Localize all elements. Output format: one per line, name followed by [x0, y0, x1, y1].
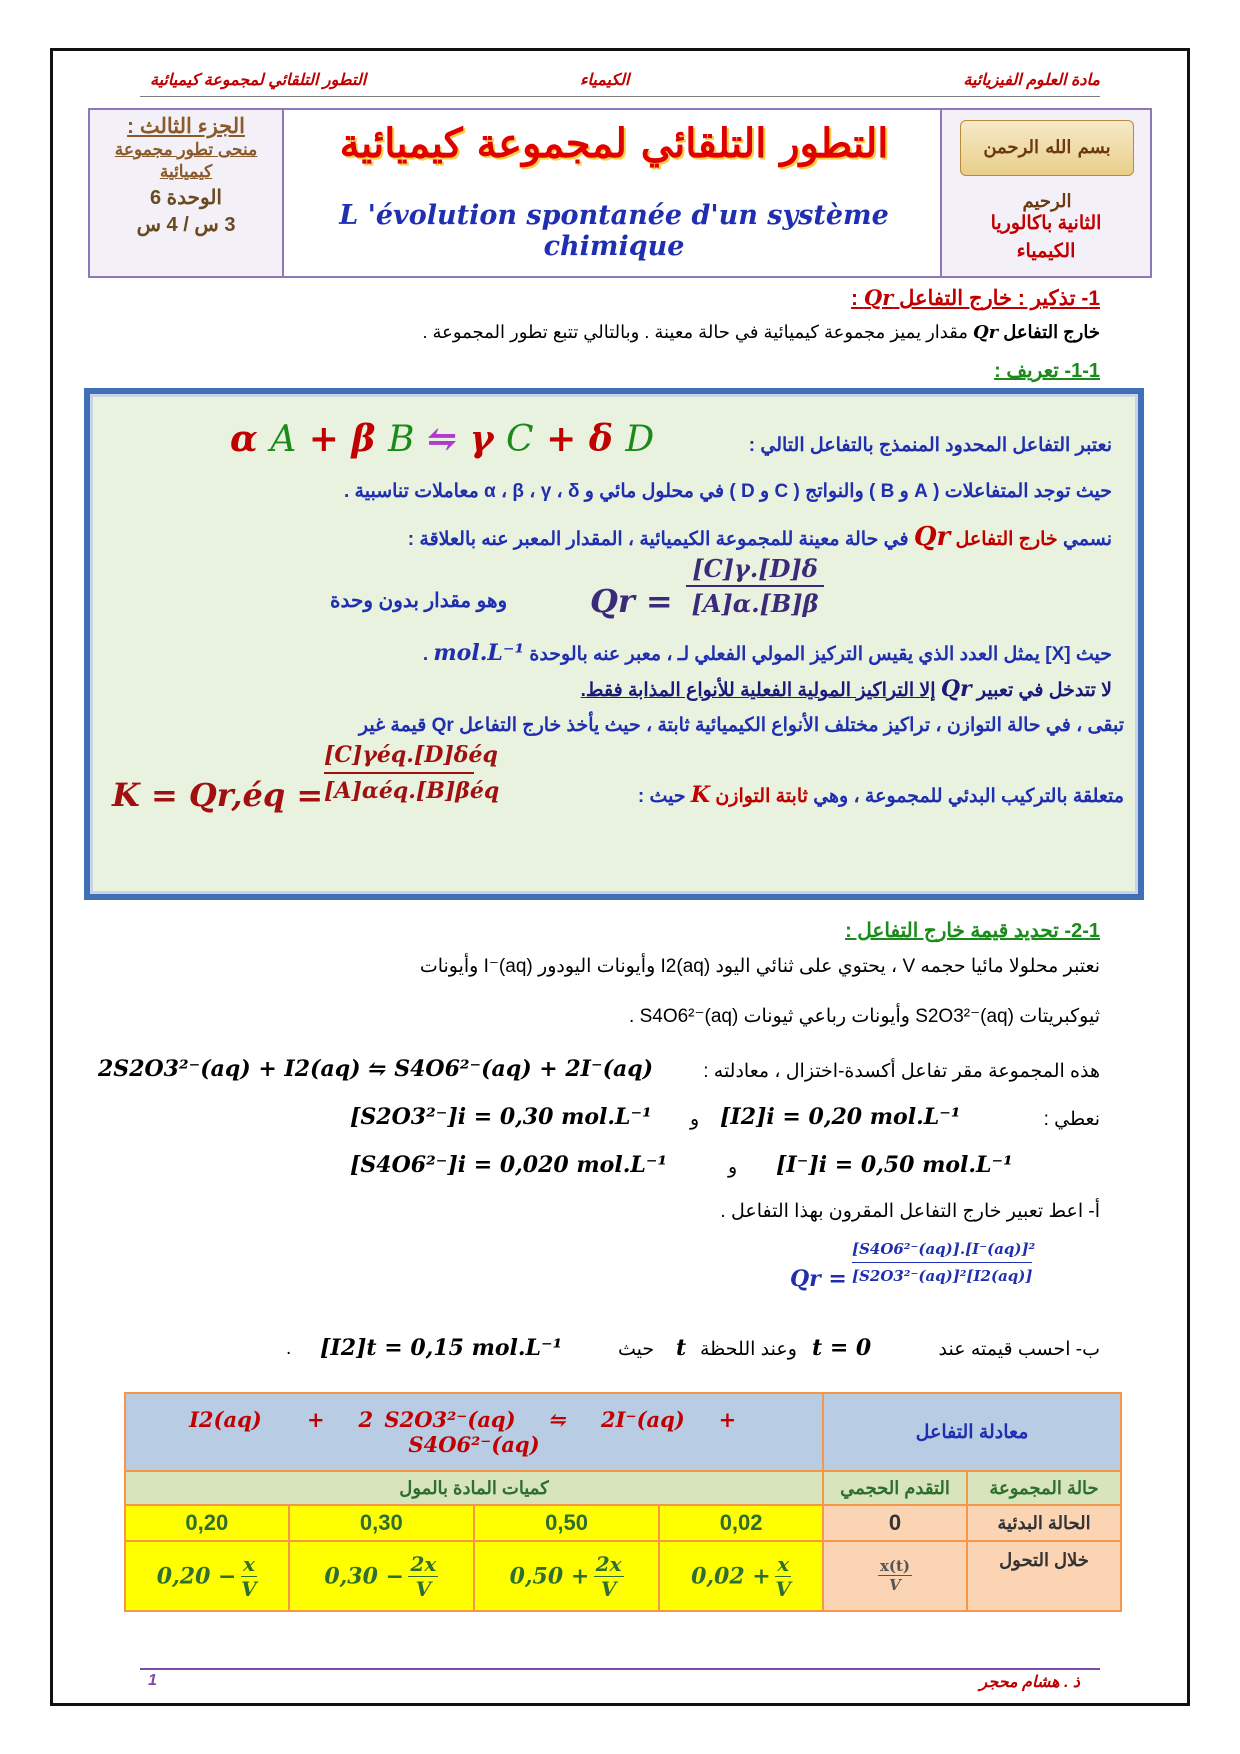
section1-heading: 1- تذكير : خارج التفاعل Qr :	[851, 285, 1100, 310]
def-line3-start: نسمي	[1062, 529, 1112, 550]
table-equation-cell	[125, 1393, 823, 1471]
eq-plus-1: +	[306, 1407, 325, 1432]
question-b-value: [I2]t = 0,15 mol.L⁻¹	[320, 1335, 563, 1361]
species-B: B	[387, 419, 415, 460]
sub21-p3: هذه المجموعة مقر تفاعل أكسدة-اختزال ، معادلته :	[703, 1061, 1100, 1082]
conc-i2: [I2]i = 0,20 mol.L⁻¹	[720, 1104, 961, 1130]
footer-author: ذ . هشام محجر	[979, 1674, 1080, 1691]
species-D: D	[625, 419, 655, 460]
def-line7-b: حيث :	[637, 786, 686, 807]
conc-s2o3: [S2O3²⁻]i = 0,30 mol.L⁻¹	[350, 1104, 652, 1130]
qr-lhs: Qr =	[590, 582, 673, 620]
r1-val-2: 0,30	[289, 1505, 474, 1541]
section1-heading-text: 1- تذكير : خارج التفاعل	[899, 287, 1100, 310]
sub21-p2: ثيوكبريتات S2O3²⁻(aq) وأيونات رباعي ثيونات S4O6²⁻(aq) .	[629, 1006, 1100, 1027]
hours-label: 3 س / 4 س	[136, 214, 236, 236]
answer-numerator: [S4O6²⁻(aq)].[I⁻(aq)]²	[852, 1240, 1032, 1263]
question-b-t0: t = 0	[812, 1335, 872, 1361]
table-adv-header: التقدم الحجمي	[823, 1471, 967, 1505]
table-eq-label: معادلة التفاعل	[823, 1393, 1121, 1471]
r2-adv-num: x(t)	[879, 1557, 911, 1575]
main-title: التطور التلقائي لمجموعة كيميائية	[339, 120, 889, 167]
r2-val-3-const: 0,50 +	[509, 1563, 590, 1589]
r2-val-2-const: 0,30 −	[324, 1563, 405, 1589]
part-title: منحى تطور مجموعة كيميائية	[114, 140, 258, 181]
r2-val-2	[289, 1541, 474, 1611]
unitless-note: وهو مقدار بدون وحدة	[330, 590, 508, 612]
plus-2: +	[546, 418, 577, 460]
header-topic: التطور التلقائي لمجموعة كيميائية	[150, 72, 367, 89]
def-line3: نسمي خارج التفاعل Qr في حالة معينة للمجموعة الكيميائية ، المقدار المعبر عنه بالعلاقة :	[407, 522, 1112, 552]
given-label: نعطي :	[1043, 1109, 1100, 1130]
footer-page-number: 1	[148, 1672, 157, 1689]
eq-term-s4o6: S4O6²⁻(aq)	[408, 1432, 540, 1457]
question-b-start: ب- احسب قيمته عند	[938, 1339, 1100, 1360]
r1-val-4: 0,02	[659, 1505, 823, 1541]
def-line4-text: حيث [X] يمثل العدد الذي يقيس التركيز المولي الفعلي لـ ، معبر عنه بالوحدة	[529, 644, 1112, 665]
r2-val-3	[474, 1541, 659, 1611]
species-A: A	[270, 419, 297, 460]
eq-arrow: ⇋	[549, 1407, 568, 1432]
r2-val-4-den: V	[775, 1576, 791, 1601]
r2-val-2-num: 2x	[410, 1551, 437, 1576]
r2-val-4-num: x	[777, 1551, 790, 1576]
basmala-calligraphy	[960, 120, 1134, 212]
r2-val-1-den: V	[241, 1576, 257, 1601]
def-line7-term: ثابتة التوازن	[715, 786, 808, 807]
species-C: C	[506, 419, 534, 460]
def-line7-a: متعلقة بالتركيب البدئي للمجموعة ، وهي	[813, 786, 1124, 807]
qr-denominator: [A]α.[B]β	[691, 589, 819, 618]
unit-label: الوحدة 6	[149, 187, 222, 209]
question-b-t: t	[676, 1335, 687, 1361]
r2-val-3-den: V	[600, 1576, 617, 1601]
question-b-end: .	[286, 1338, 292, 1359]
coef-delta: δ	[588, 418, 613, 460]
def-line7: متعلقة بالتركيب البدئي للمجموعة ، وهي ثابتة التوازن K حيث :	[637, 782, 1124, 808]
coef-gamma: γ	[469, 418, 494, 460]
redox-equation: 2S2O3²⁻(aq) + I2(aq) ⇋ S4O6²⁻(aq) + 2I⁻(aq)	[98, 1056, 654, 1082]
k-numerator: [C]γéq.[D]δéq	[324, 742, 474, 774]
k-lhs: K = Qr,éq =	[112, 776, 324, 814]
question-b-where: حيث	[618, 1339, 655, 1360]
def-line6: تبقى ، في حالة التوازن ، تراكيز مختلف الأنواع الكيميائية ثابتة ، حيث يأخذ خارج التفاعل Qr قيمة غير	[358, 715, 1124, 736]
answer-denominator: [S2O3²⁻(aq)]²[I2(aq)]	[852, 1267, 1033, 1285]
reaction-equation	[230, 418, 654, 460]
def-line5-a: لا تتدخل في تعبير	[976, 680, 1112, 701]
def-line3-end: في حالة معينة للمجموعة الكيميائية ، المقدار المعبر عنه بالعلاقة :	[407, 529, 909, 550]
qr-fraction	[686, 554, 824, 618]
r1-state: الحالة البدئية	[967, 1505, 1121, 1541]
question-b-mid: وعند اللحظة	[700, 1339, 797, 1360]
coef-beta: β	[351, 418, 376, 460]
table-qty-header: كميات المادة بالمول	[125, 1471, 823, 1505]
r1-adv: 0	[823, 1505, 967, 1541]
def-line5-b: إلا التراكيز المولية الفعلية للأنواع المذابة فقط.	[580, 680, 936, 701]
r2-val-4-const: 0,02 +	[691, 1563, 771, 1589]
r1-val-1: 0,20	[125, 1505, 289, 1541]
answer-fraction	[852, 1240, 1036, 1285]
section1-term: خارج التفاعل	[1003, 322, 1100, 342]
and-1: و	[690, 1109, 700, 1130]
r2-state: خلال التحول	[967, 1541, 1121, 1611]
sub21-heading: 2-1- تحديد قيمة خارج التفاعل :	[845, 920, 1100, 942]
def-line1: نعتبر التفاعل المحدود المنمذج بالتفاعل التالي :	[748, 435, 1112, 456]
r2-val-4	[659, 1541, 823, 1611]
qr-numerator: [C]γ.[D]δ	[686, 554, 824, 587]
subject-label: الكيمياء	[1016, 241, 1076, 262]
header-rule	[140, 96, 1100, 97]
sub21-p1: نعتبر محلولا مائيا حجمه V ، يحتوي على ثنائي اليود I2(aq) وأيونات اليودور I⁻(aq) وأيونات	[419, 956, 1100, 977]
answer-lhs: Qr =	[790, 1266, 847, 1292]
k-fraction	[324, 742, 500, 804]
part-label: الجزء الثالث :	[127, 115, 245, 138]
title-box-left	[90, 110, 284, 276]
r1-val-3: 0,50	[474, 1505, 659, 1541]
section1-text: مقدار يميز مجموعة كيميائية في حالة معينة . وبالتالي تتبع تطور المجموعة .	[422, 322, 968, 342]
french-title: L 'évolution spontanée d'un système chimique	[339, 200, 889, 262]
title-box	[88, 108, 1152, 278]
eq-term-i: 2I⁻(aq)	[601, 1407, 685, 1432]
def-line4-unit: mol.L⁻¹	[433, 640, 525, 666]
eq-plus-2: +	[718, 1407, 737, 1432]
level-label: الثانية باكالوريا	[990, 213, 1102, 234]
conc-i: [I⁻]i = 0,50 mol.L⁻¹	[776, 1152, 1013, 1178]
r2-val-1-const: 0,20 −	[156, 1563, 237, 1589]
eq-term-s2o3: 2 S2O3²⁻(aq)	[358, 1407, 516, 1432]
r2-val-1	[125, 1541, 289, 1611]
table-state-header: حالة المجموعة	[967, 1471, 1121, 1505]
advancement-table	[124, 1392, 1122, 1612]
level-block	[942, 210, 1150, 266]
question-b	[286, 1335, 1100, 1368]
basmala-text: بسم الله الرحمن الرحيم	[983, 137, 1111, 212]
table-equation	[189, 1407, 759, 1457]
r2-adv	[823, 1541, 967, 1611]
footer-rule	[140, 1668, 1100, 1670]
def-line4: حيث [X] يمثل العدد الذي يقيس التركيز المولي الفعلي لـ ، معبر عنه بالوحدة mol.L⁻¹ .	[422, 640, 1112, 666]
r2-val-3-num: 2x	[595, 1551, 622, 1576]
and-2: و	[728, 1157, 738, 1178]
def-line3-term: خارج التفاعل	[955, 529, 1058, 550]
def-line2: حيث توجد المتفاعلات ( A و B ) والنواتج ( C و D ) في محلول مائي و α ، β ، γ ، δ معاملات تناسبية .	[344, 481, 1112, 502]
section1-symbol: Qr	[863, 285, 894, 310]
question-a: أ- اعط تعبير خارج التفاعل المقرون بهذا التفاعل .	[720, 1201, 1100, 1222]
r2-val-1-num: x	[242, 1551, 255, 1576]
eq-term-i2: I2(aq)	[189, 1407, 262, 1432]
r2-val-2-den: V	[415, 1576, 432, 1601]
equilibrium-arrow: ⇋	[426, 418, 458, 460]
header-branch: الكيمياء	[580, 72, 630, 89]
header-subject: مادة العلوم الفيزيائية	[963, 72, 1100, 89]
def-line5: لا تتدخل في تعبير Qr إلا التراكيز المولية الفعلية للأنواع المذابة فقط.	[580, 676, 1112, 702]
conc-s4o6: [S4O6²⁻]i = 0,020 mol.L⁻¹	[350, 1152, 668, 1178]
r2-adv-den: V	[889, 1576, 901, 1594]
section1-line: خارج التفاعل Qr مقدار يميز مجموعة كيميائية في حالة معينة . وبالتالي تتبع تطور المجموعة .	[422, 322, 1100, 343]
sub11-heading: 1-1- تعريف :	[994, 360, 1100, 382]
title-box-right	[940, 110, 1150, 276]
plus-1: +	[308, 418, 339, 460]
top-header	[140, 70, 1100, 96]
k-denominator: [A]αéq.[B]βéq	[324, 778, 500, 804]
definition-box	[84, 388, 1144, 900]
coef-alpha: α	[230, 418, 258, 460]
